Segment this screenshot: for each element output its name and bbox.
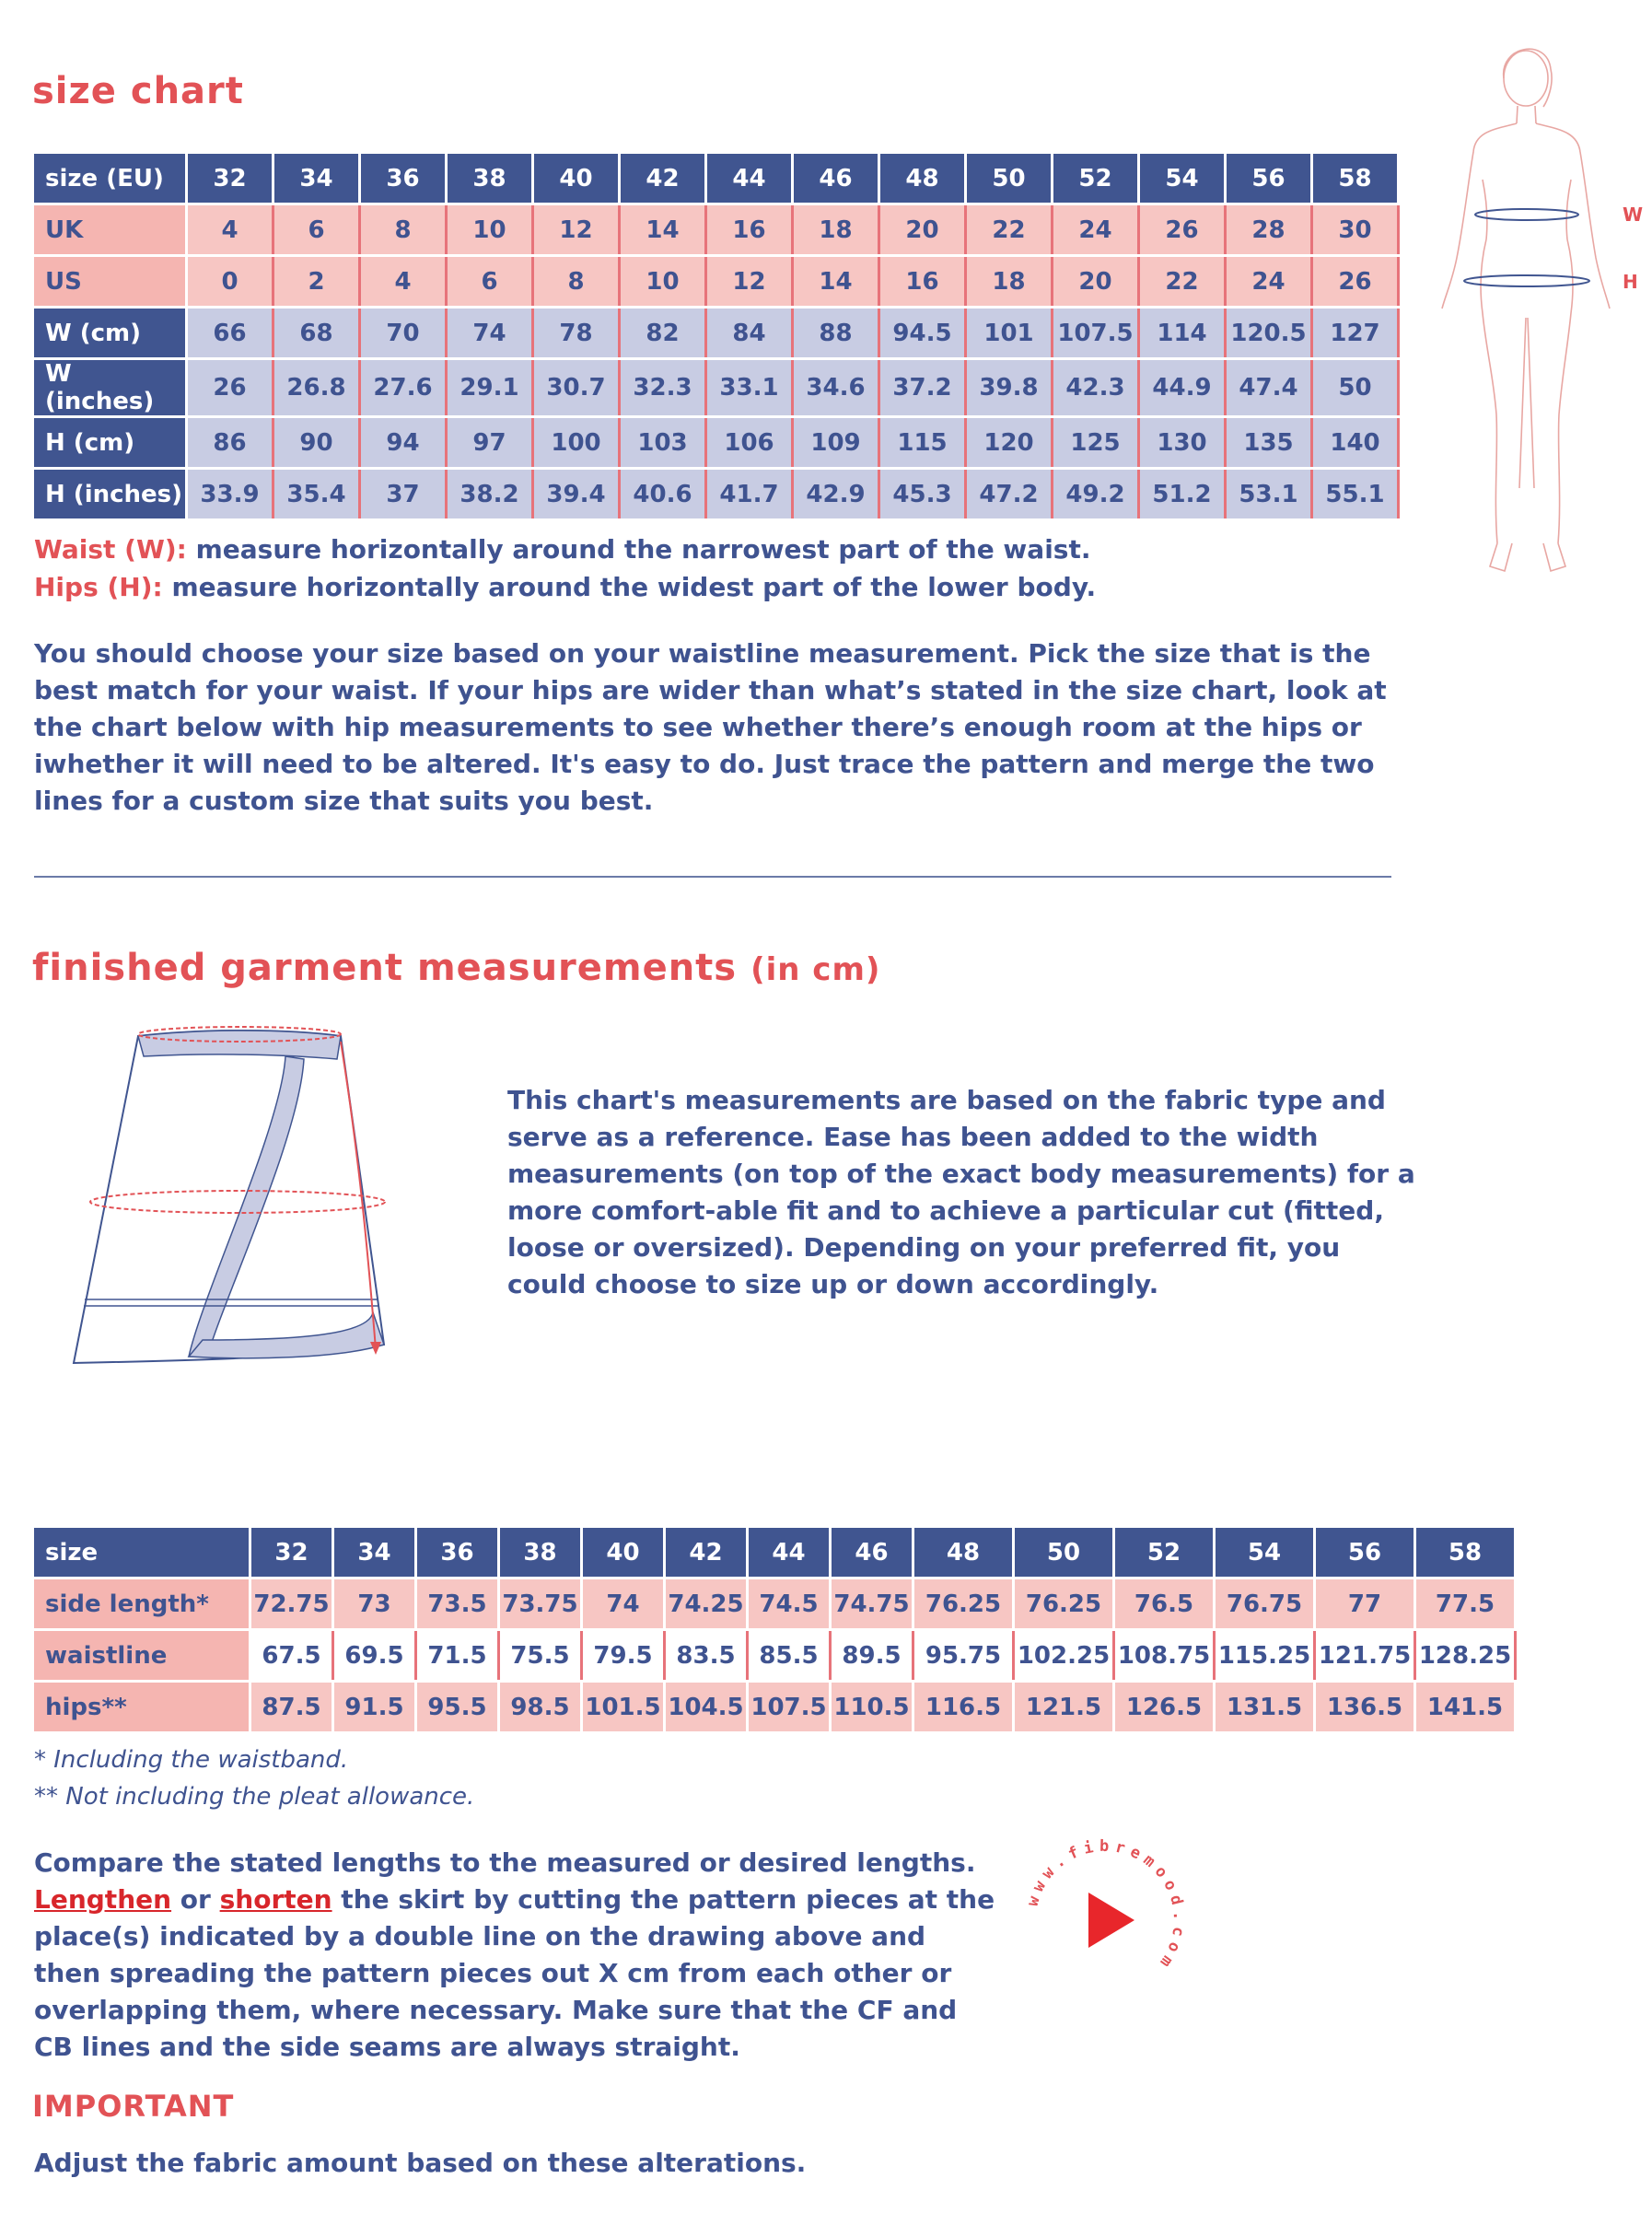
table-cell: 32.3	[621, 360, 704, 415]
table-cell: 47.2	[967, 470, 1051, 518]
table-cell: 101	[967, 309, 1051, 357]
table-cell: 32	[188, 154, 272, 203]
table-cell: 98.5	[500, 1683, 580, 1731]
table-cell: 67.5	[251, 1631, 332, 1680]
row-label: W (cm)	[34, 309, 185, 357]
table-row	[34, 418, 1397, 467]
table-cell: 82	[621, 309, 704, 357]
table-cell: 10	[448, 205, 531, 254]
table-cell: 95.75	[914, 1631, 1012, 1680]
table-cell: 18	[967, 257, 1051, 306]
table-cell: 73	[334, 1579, 414, 1628]
table-cell: 18	[794, 205, 878, 254]
table-cell: 68	[274, 309, 358, 357]
table-cell: 6	[274, 205, 358, 254]
table-cell: 75.5	[500, 1631, 580, 1680]
table-cell: 106	[707, 418, 791, 467]
table-cell: 76.25	[1015, 1579, 1112, 1628]
row-label: waistline	[34, 1631, 249, 1680]
table-cell: 50	[967, 154, 1051, 203]
table-cell: 78	[534, 309, 618, 357]
row-label: H (inches)	[34, 470, 185, 518]
play-icon	[1088, 1893, 1134, 1948]
table-cell: 107.5	[1053, 309, 1137, 357]
table-row	[34, 257, 1397, 306]
table-cell: 34	[334, 1528, 414, 1577]
table-row	[34, 1579, 1514, 1628]
table-cell: 42.9	[794, 470, 878, 518]
table-cell: 10	[621, 257, 704, 306]
table-cell: 36	[417, 1528, 497, 1577]
row-label: UK	[34, 205, 185, 254]
waist-measure-line	[1475, 209, 1578, 220]
neck-outline	[1517, 106, 1536, 123]
table-cell: 30	[1313, 205, 1397, 254]
table-cell: 102.25	[1015, 1631, 1112, 1680]
table-cell: 6	[448, 257, 531, 306]
table-cell: 8	[534, 257, 618, 306]
feet-outline	[1490, 543, 1565, 571]
table-cell: 76.75	[1216, 1579, 1313, 1628]
table-cell: 97	[448, 418, 531, 467]
table-cell: 77.5	[1416, 1579, 1514, 1628]
table-cell: 88	[794, 309, 878, 357]
table-cell: 54	[1216, 1528, 1313, 1577]
table-cell: 126.5	[1115, 1683, 1213, 1731]
table-cell: 115.25	[1216, 1631, 1313, 1680]
table-cell: 52	[1115, 1528, 1213, 1577]
table-cell: 27.6	[361, 360, 445, 415]
table-cell: 29.1	[448, 360, 531, 415]
table-cell: 48	[914, 1528, 1012, 1577]
table-cell: 41.7	[707, 470, 791, 518]
table-cell: 24	[1227, 257, 1310, 306]
table-cell: 0	[188, 257, 272, 306]
table-cell: 86	[188, 418, 272, 467]
row-label: size	[34, 1528, 249, 1577]
table-cell: 120	[967, 418, 1051, 467]
table-cell: 45.3	[880, 470, 964, 518]
table-cell: 140	[1313, 418, 1397, 467]
table-cell: 16	[880, 257, 964, 306]
table-cell: 141.5	[1416, 1683, 1514, 1731]
table-cell: 40	[534, 154, 618, 203]
waist-definition: Waist (W): measure horizontally around the narrowest part of the waist.	[34, 534, 1091, 565]
table-cell: 74.25	[666, 1579, 746, 1628]
table-cell: 74	[583, 1579, 663, 1628]
table-cell: 74.5	[749, 1579, 829, 1628]
table-cell: 44.9	[1140, 360, 1224, 415]
table-cell: 71.5	[417, 1631, 497, 1680]
row-label: H (cm)	[34, 418, 185, 467]
table-cell: 56	[1227, 154, 1310, 203]
table-row	[34, 1528, 1514, 1577]
table-cell: 54	[1140, 154, 1224, 203]
table-cell: 79.5	[583, 1631, 663, 1680]
logo-text: www.fibremood.com	[1023, 1836, 1189, 1975]
table-cell: 128.25	[1416, 1631, 1514, 1680]
hips-definition: Hips (H): measure horizontally around the widest part of the lower body.	[34, 572, 1097, 602]
row-label: size (EU)	[34, 154, 185, 203]
table-cell: 101.5	[583, 1683, 663, 1731]
table-cell: 26	[188, 360, 272, 415]
table-cell: 55.1	[1313, 470, 1397, 518]
waistband	[138, 1031, 341, 1059]
table-cell: 22	[1140, 257, 1224, 306]
table-cell: 50	[1313, 360, 1397, 415]
table-cell: 37.2	[880, 360, 964, 415]
important-note: Adjust the fabric amount based on these alterations.	[34, 2148, 807, 2178]
table-cell: 58	[1416, 1528, 1514, 1577]
table-cell: 22	[967, 205, 1051, 254]
table-cell: 46	[832, 1528, 912, 1577]
table-cell: 48	[880, 154, 964, 203]
table-cell: 90	[274, 418, 358, 467]
torso-outline	[1442, 123, 1610, 309]
table-cell: 77	[1316, 1579, 1414, 1628]
row-label: side length*	[34, 1579, 249, 1628]
size-chart-title: size chart	[32, 70, 244, 112]
table-cell: 26	[1313, 257, 1397, 306]
footnote-waistband: * Including the waistband.	[34, 1746, 349, 1774]
table-cell: 120.5	[1227, 309, 1310, 357]
alterations-paragraph: Compare the stated lengths to the measured or desired lengths. Lengthen or shorten the skirt by cutting the pattern pieces at the place(s) indicated by a double line on the drawing above and then spreading the pattern pieces out X cm from each other or overlapping them, where necessary. Make sure that the CF and CB lines and the side seams are always straight.	[34, 1847, 995, 2062]
table-cell: 135	[1227, 418, 1310, 467]
table-cell: 44	[749, 1528, 829, 1577]
lengthen-link[interactable]: Lengthen	[34, 1884, 172, 1915]
table-cell: 49.2	[1053, 470, 1137, 518]
inner-leg-outline	[1519, 318, 1534, 488]
table-cell: 73.75	[500, 1579, 580, 1628]
table-row	[34, 154, 1397, 203]
table-cell: 103	[621, 418, 704, 467]
table-cell: 4	[361, 257, 445, 306]
table-row	[34, 205, 1397, 254]
table-cell: 76.25	[914, 1579, 1012, 1628]
table-cell: 74.75	[832, 1579, 912, 1628]
row-label: hips**	[34, 1683, 249, 1731]
table-cell: 38	[500, 1528, 580, 1577]
table-cell: 4	[188, 205, 272, 254]
table-cell: 16	[707, 205, 791, 254]
table-row	[34, 470, 1397, 518]
table-cell: 83.5	[666, 1631, 746, 1680]
table-cell: 85.5	[749, 1631, 829, 1680]
table-cell: 34	[274, 154, 358, 203]
waist-label: W	[1623, 204, 1644, 226]
skirt-drawing	[64, 1018, 396, 1478]
table-row	[34, 309, 1397, 357]
table-cell: 125	[1053, 418, 1137, 467]
size-advice-paragraph: You should choose your size based on your waistline measurement. Pick the size that is the best match for your waist. If your hips are wider than what’s stated in the size chart, look at the chart below with hip measurements to see whether there’s enough room at the hips or iwhether it will need to be altered. It's easy to do. Just trace the pattern and merge the two lines for a custom size that suits you best.	[34, 638, 1387, 816]
table-cell: 73.5	[417, 1579, 497, 1628]
table-cell: 42	[666, 1528, 746, 1577]
table-cell: 130	[1140, 418, 1224, 467]
row-label: W (inches)	[34, 360, 185, 415]
table-row	[34, 1631, 1514, 1680]
size-chart-table	[31, 151, 1400, 521]
table-cell: 115	[880, 418, 964, 467]
table-cell: 136.5	[1316, 1683, 1414, 1731]
footnote-pleat: ** Not including the pleat allowance.	[34, 1783, 475, 1811]
table-cell: 39.8	[967, 360, 1051, 415]
table-cell: 34.6	[794, 360, 878, 415]
table-cell: 84	[707, 309, 791, 357]
table-cell: 38.2	[448, 470, 531, 518]
table-cell: 46	[794, 154, 878, 203]
table-cell: 35.4	[274, 470, 358, 518]
table-cell: 121.75	[1316, 1631, 1414, 1680]
table-cell: 87.5	[251, 1683, 332, 1731]
table-cell: 20	[880, 205, 964, 254]
table-cell: 40	[583, 1528, 663, 1577]
garment-measurements-table	[31, 1525, 1517, 1734]
fibremood-logo[interactable]	[1013, 1828, 1197, 2012]
table-cell: 107.5	[749, 1683, 829, 1731]
table-cell: 76.5	[1115, 1579, 1213, 1628]
table-cell: 47.4	[1227, 360, 1310, 415]
garment-paragraph: This chart's measurements are based on the fabric type and serve as a reference. Ease has been added to the width measurements (on top of the exact body measurements) for a more comfort-able fit and to achieve a particular cut (fitted, loose or oversized). Depending on your preferred fit, you could choose to size up or down accordingly.	[507, 1085, 1415, 1299]
table-cell: 69.5	[334, 1631, 414, 1680]
table-cell: 38	[448, 154, 531, 203]
shorten-link[interactable]: shorten	[219, 1884, 332, 1915]
table-cell: 52	[1053, 154, 1137, 203]
table-cell: 42	[621, 154, 704, 203]
table-cell: 50	[1015, 1528, 1112, 1577]
skirt-outline	[74, 1031, 384, 1363]
section-divider	[34, 876, 1391, 878]
table-cell: 14	[794, 257, 878, 306]
hip-label: H	[1623, 271, 1638, 293]
table-cell: 100	[534, 418, 618, 467]
table-cell: 12	[534, 205, 618, 254]
table-cell: 14	[621, 205, 704, 254]
table-cell: 66	[188, 309, 272, 357]
table-cell: 74	[448, 309, 531, 357]
table-cell: 24	[1053, 205, 1137, 254]
table-cell: 33.1	[707, 360, 791, 415]
table-cell: 40.6	[621, 470, 704, 518]
table-cell: 37	[361, 470, 445, 518]
head-outline	[1504, 51, 1548, 106]
table-cell: 53.1	[1227, 470, 1310, 518]
table-cell: 121.5	[1015, 1683, 1112, 1731]
table-cell: 20	[1053, 257, 1137, 306]
table-cell: 94	[361, 418, 445, 467]
table-cell: 33.9	[188, 470, 272, 518]
table-cell: 72.75	[251, 1579, 332, 1628]
row-label: US	[34, 257, 185, 306]
table-cell: 116.5	[914, 1683, 1012, 1731]
table-cell: 26	[1140, 205, 1224, 254]
table-cell: 44	[707, 154, 791, 203]
table-cell: 91.5	[334, 1683, 414, 1731]
table-cell: 28	[1227, 205, 1310, 254]
table-cell: 32	[251, 1528, 332, 1577]
garment-title: finished garment measurements (in cm)	[32, 947, 881, 989]
table-cell: 95.5	[417, 1683, 497, 1731]
table-cell: 42.3	[1053, 360, 1137, 415]
table-cell: 51.2	[1140, 470, 1224, 518]
table-cell: 110.5	[832, 1683, 912, 1731]
table-cell: 94.5	[880, 309, 964, 357]
important-heading: IMPORTANT	[32, 2089, 235, 2124]
table-cell: 58	[1313, 154, 1397, 203]
table-cell: 8	[361, 205, 445, 254]
table-cell: 2	[274, 257, 358, 306]
table-row	[34, 360, 1397, 415]
table-cell: 56	[1316, 1528, 1414, 1577]
table-cell: 104.5	[666, 1683, 746, 1731]
table-cell: 114	[1140, 309, 1224, 357]
table-cell: 39.4	[534, 470, 618, 518]
body-measurement-figure	[1409, 28, 1644, 580]
table-cell: 12	[707, 257, 791, 306]
table-cell: 36	[361, 154, 445, 203]
table-cell: 108.75	[1115, 1631, 1213, 1680]
table-cell: 70	[361, 309, 445, 357]
table-cell: 26.8	[274, 360, 358, 415]
table-cell: 127	[1313, 309, 1397, 357]
hip-measure-line	[1464, 275, 1589, 286]
table-cell: 30.7	[534, 360, 618, 415]
table-row	[34, 1683, 1514, 1731]
table-cell: 131.5	[1216, 1683, 1313, 1731]
table-cell: 109	[794, 418, 878, 467]
table-cell: 89.5	[832, 1631, 912, 1680]
